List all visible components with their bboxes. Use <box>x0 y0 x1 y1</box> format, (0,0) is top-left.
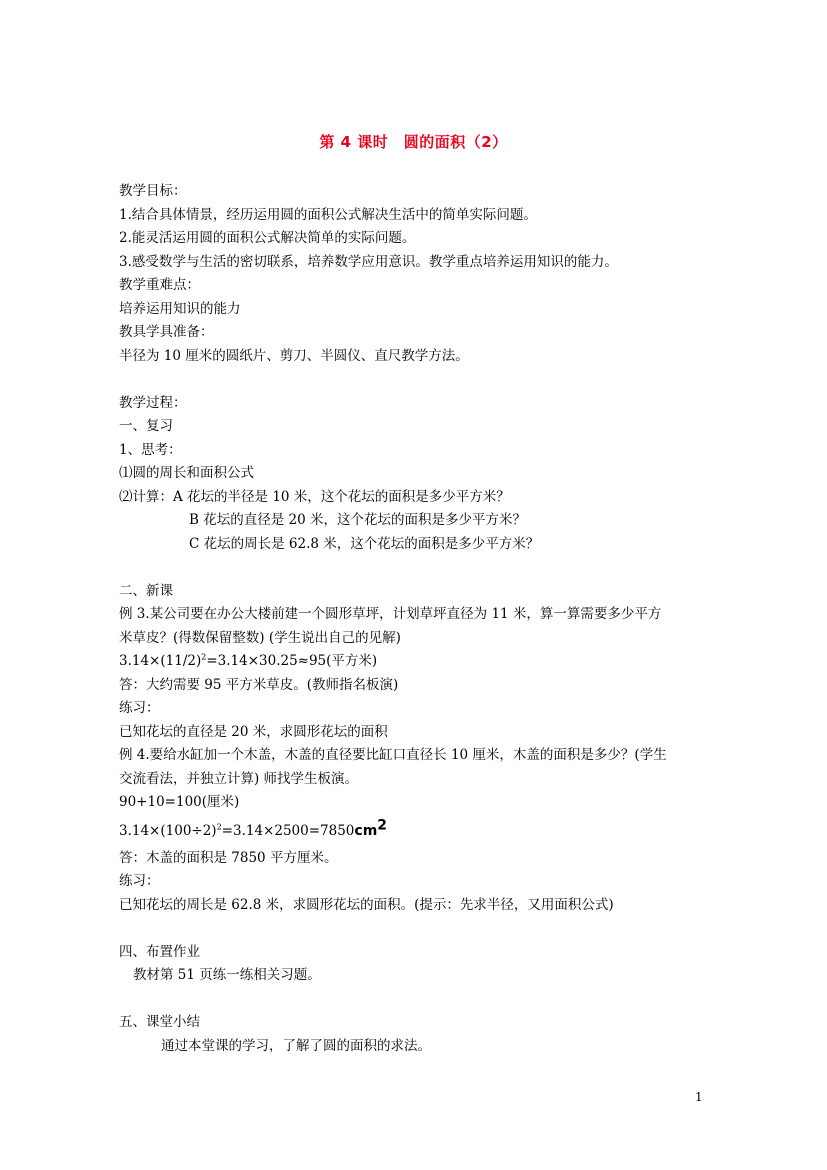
objective-item-3: 3.感受数学与生活的密切联系，培养数学应用意识。教学重点培养运用知识的能力。 <box>119 253 618 270</box>
spacer <box>119 988 719 1012</box>
practice-2-text: 已知花坛的周长是 62.8 米，求圆形花坛的面积。(提示：先求半径，又用面积公式) <box>119 896 614 913</box>
new-lesson-heading: 二、新课 <box>119 582 173 599</box>
example-3-line-1: 例 3.某公司要在办公大楼前建一个圆形草坪，计划草坪直径为 11 米，算一算需要多少平方 <box>119 606 662 622</box>
example-4-calc-2b: =3.14×2500=7850 <box>221 822 355 839</box>
example-4-line-2: 交流看法，并独立计算) 师找学生板演。 <box>119 770 359 787</box>
example-4-calc-2 <box>119 815 719 847</box>
review-question-2b: B 花坛的直径是 20 米，这个花坛的面积是多少平方米？ <box>189 512 526 528</box>
materials-text: 半径为 10 厘米的圆纸片、剪刀、半圆仪、直尺教学方法。 <box>119 347 469 364</box>
summary-heading: 五、课堂小结 <box>119 1014 200 1030</box>
review-question-2-prefix: ⑵计算： <box>119 488 173 505</box>
review-think: 1、思考： <box>119 441 182 458</box>
spacer <box>119 917 719 941</box>
example-4-calc-2-sup: 2 <box>216 822 222 831</box>
unit-cm: cm <box>354 822 378 839</box>
practice-2-heading: 练习： <box>119 873 160 889</box>
example-3-calc <box>119 650 719 674</box>
example-3-calc-sup: 2 <box>201 652 207 662</box>
review-heading: 一、复习 <box>119 418 173 434</box>
practice-1-text: 已知花坛的直径是 20 米，求圆形花坛的面积 <box>119 723 388 740</box>
objective-item-1: 1.结合具体情景，经历运用圆的面积公式解决生活中的简单实际问题。 <box>119 206 537 223</box>
materials-heading: 教具学具准备： <box>119 324 214 340</box>
key-points-text: 培养运用知识的能力 <box>119 300 241 317</box>
example-3-calc-a: 3.14×(11/2) <box>119 653 202 669</box>
example-3-answer: 答：大约需要 95 平方米草皮。(教师指名板演) <box>119 676 399 693</box>
example-3-calc-b: =3.14×30.25≈95(平方米) <box>206 653 378 669</box>
example-4-answer: 答：木盖的面积是 7850 平方厘米。 <box>119 849 338 866</box>
key-points-heading: 教学重难点： <box>119 277 200 293</box>
example-4-line-1: 例 4.要给水缸加一个木盖，木盖的直径要比缸口直径长 10 厘米，木盖的面积是多少？(学生 <box>119 747 667 763</box>
objectives-heading: 教学目标： <box>119 183 187 199</box>
review-question-2a: A 花坛的半径是 10 米，这个花坛的面积是多少平方米？ <box>173 488 510 505</box>
review-question-2 <box>119 486 719 510</box>
example-4-calc-1: 90+10=100(厘米) <box>119 794 240 810</box>
spacer <box>119 556 719 580</box>
page-title: 第 4 课时 圆的面积（2） <box>319 133 508 151</box>
process-heading: 教学过程： <box>119 394 187 411</box>
spacer <box>119 368 719 392</box>
summary-text: 通过本堂课的学习，了解了圆的面积的求法。 <box>161 1037 431 1054</box>
example-4-calc-2a: 3.14×(100÷2) <box>119 822 217 839</box>
unit-cm-sup: 2 <box>377 817 388 833</box>
practice-1-heading: 练习： <box>119 700 160 716</box>
objective-item-2: 2.能灵活运用圆的面积公式解决简单的实际问题。 <box>119 230 416 246</box>
lesson-body <box>119 180 719 1058</box>
page-number: 1 <box>695 1090 703 1104</box>
homework-text: 教材第 51 页练一练相关习题。 <box>133 967 321 983</box>
homework-heading: 四、布置作业 <box>119 943 200 960</box>
example-3-line-2: 米草皮？(得数保留整数) (学生说出自己的见解) <box>119 629 401 646</box>
review-question-2c: C 花坛的周长是 62.8 米，这个花坛的面积是多少平方米？ <box>189 535 540 552</box>
review-question-1: ⑴圆的周长和面积公式 <box>119 465 254 481</box>
